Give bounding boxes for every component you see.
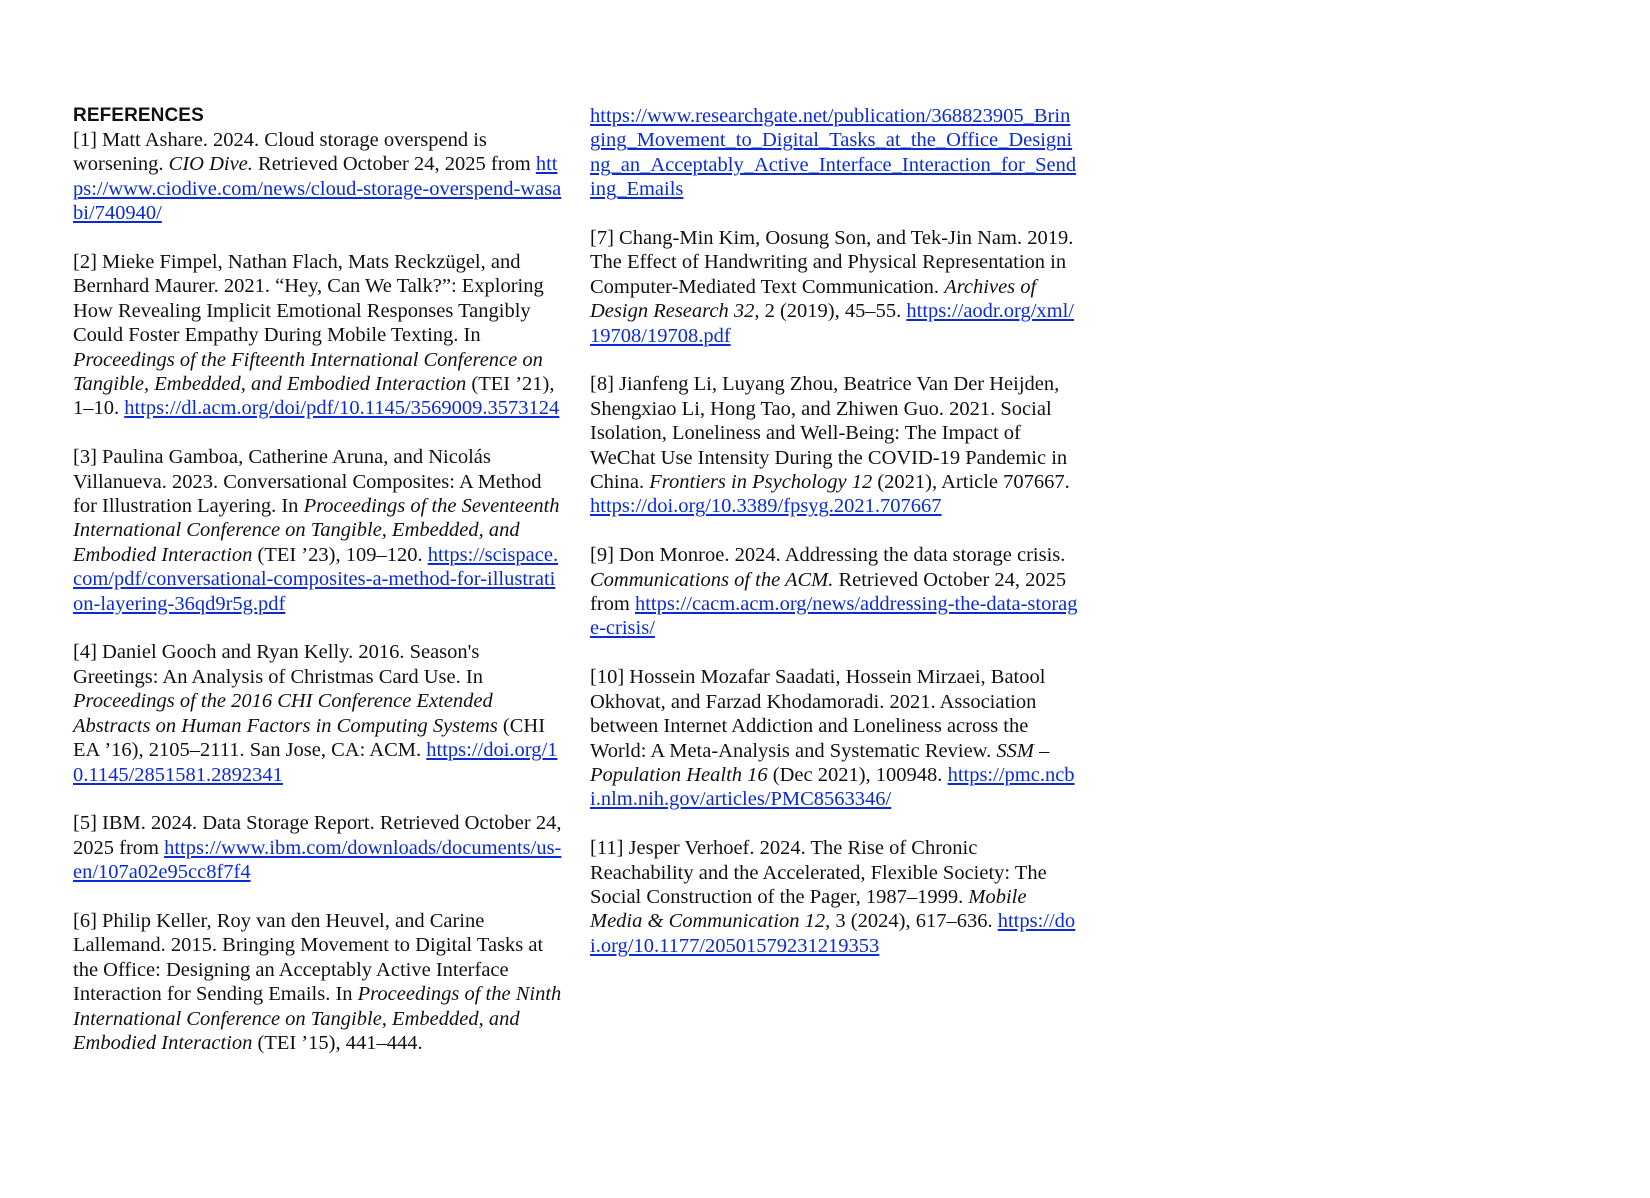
references-heading: REFERENCES — [73, 105, 204, 126]
reference-7-link[interactable]: https://aodr.org/xml/19708/19708.pdf — [590, 300, 1074, 347]
reference-10-link[interactable]: https://pmc.ncbi.nlm.nih.gov/articles/PMC8563346/ — [590, 763, 1075, 811]
reference-6-text: [6] Philip Keller, Roy van den Heuvel, and Carine Lallemand. 2015. Bringing Movement to Digital Tasks at the Office: Designing an Acceptably Active Interface Interaction for Sending Emails. In — [73, 909, 544, 1006]
reference-6-pages: (TEI ’15), 441–444. — [252, 1031, 423, 1054]
reference-7-pages: , 2 (2019), 45–55. — [754, 300, 907, 323]
reference-7-venue: Archives of Design Research 32 — [590, 275, 1037, 323]
reference-1-retrieved: Retrieved October 24, 2025 from — [252, 153, 536, 176]
reference-9-link[interactable]: https://cacm.acm.org/news/addressing-the-data-storage-crisis/ — [590, 593, 1078, 640]
reference-8 — [590, 372, 1080, 518]
reference-4-venue: Proceedings of the 2016 CHI Conference Extended Abstracts on Human Factors in Computing Systems — [73, 690, 498, 737]
reference-2-link[interactable]: https://dl.acm.org/doi/pdf/10.1145/3569009.3573124 — [124, 397, 560, 420]
reference-2-text: [2] Mieke Fimpel, Nathan Flach, Mats Reckzügel, and Bernhard Maurer. 2021. “Hey, Can We Talk?”: Exploring How Revealing Implicit Emotional Responses Tangibly Could Foster Empathy During Mobile Texting. In — [73, 251, 544, 347]
reference-11 — [590, 836, 1080, 958]
reference-6-continued — [590, 104, 1080, 202]
reference-10-venue: SSM – Population Health 16 — [590, 739, 1050, 786]
reference-4-link[interactable]: https://doi.org/10.1145/2851581.2892341 — [73, 739, 558, 786]
reference-3-venue: Proceedings of the Seventeenth International Conference on Tangible, Embedded, and Embodied Interaction — [73, 495, 560, 566]
reference-6 — [73, 909, 563, 1055]
reference-3-text: [3] Paulina Gamboa, Catherine Aruna, and Nicolás Villanueva. 2023. Conversational Composites: A Method for Illustration Layering. In — [73, 446, 542, 518]
reference-8-venue: Frontiers in Psychology 12 — [649, 471, 873, 494]
reference-3-link[interactable]: https://scispace.com/pdf/conversational-composites-a-method-for-illustration-layering-36qd9r5g.pdf — [73, 543, 559, 615]
reference-8-article: (2021), Article 707667. — [872, 471, 1070, 494]
reference-7-text: [7] Chang-Min Kim, Oosung Son, and Tek-Jin Nam. 2019. The Effect of Handwriting and Physical Representation in Computer-Mediated Text Communication. — [590, 227, 1074, 298]
reference-11-text: [11] Jesper Verhoef. 2024. The Rise of Chronic Reachability and the Accelerated, Flexible Society: The Social Construction of the Pager, 1987–1999. — [590, 837, 1047, 908]
reference-9-venue: Communications of the ACM. — [590, 568, 834, 591]
reference-9-retrieved: Retrieved October 24, 2025 from — [590, 568, 1067, 616]
reference-1-link[interactable]: https://www.ciodive.com/news/cloud-storage-overspend-wasabi/740940/ — [73, 153, 562, 225]
reference-9-text: [9] Don Monroe. 2024. Addressing the data storage crisis. — [590, 544, 1066, 567]
reference-9 — [590, 543, 1080, 641]
reference-5-link[interactable]: https://www.ibm.com/downloads/documents/us-en/107a02e95cc8f7f4 — [73, 836, 562, 884]
reference-10 — [590, 665, 1080, 811]
reference-2-venue: Proceedings of the Fifteenth International Conference on Tangible, Embedded, and Embodied Interaction — [73, 348, 543, 396]
reference-6-venue: Proceedings of the Ninth International Conference on Tangible, Embedded, and Embodied Interaction — [73, 983, 562, 1054]
reference-1-text: [1] Matt Ashare. 2024. Cloud storage overspend is worsening. — [73, 129, 487, 176]
reference-7 — [590, 226, 1080, 348]
reference-3-pages: (TEI ’23), 109–120. — [252, 543, 428, 566]
reference-11-venue: Mobile Media & Communication 12 — [590, 885, 1027, 933]
reference-8-text: [8] Jianfeng Li, Luyang Zhou, Beatrice Van Der Heijden, Shengxiao Li, Hong Tao, and Zhiwen Guo. 2021. Social Isolation, Loneliness and Well-Being: The Impact of WeChat Use Intensity During the COVID-19 Pandemic in China. — [590, 373, 1068, 494]
reference-11-link[interactable]: https://doi.org/10.1177/20501579231219353 — [590, 910, 1076, 957]
reference-4 — [73, 640, 563, 786]
reference-5 — [73, 811, 563, 884]
reference-8-link[interactable]: https://doi.org/10.3389/fpsyg.2021.707667 — [590, 495, 942, 518]
reference-4-pages: (CHI EA ’16), 2105–2111. San Jose, CA: ACM. — [73, 714, 546, 762]
reference-1 — [73, 128, 563, 226]
references-column-right — [590, 104, 1080, 983]
reference-1-venue: CIO Dive. — [168, 153, 253, 176]
reference-2 — [73, 250, 563, 421]
reference-4-text: [4] Daniel Gooch and Ryan Kelly. 2016. Season's Greetings: An Analysis of Christmas Card Use. In — [73, 641, 483, 688]
reference-3 — [73, 445, 563, 616]
reference-10-pages: (Dec 2021), 100948. — [767, 763, 948, 786]
reference-6-link[interactable]: https://www.researchgate.net/publication/368823905_Bringing_Movement_to_Digital_Tasks_at_the_Office_Designing_an_Acceptably_Active_Interface_Interaction_for_Sending_Emails — [590, 105, 1077, 201]
reference-2-pages: (TEI ’21), 1–10. — [73, 373, 555, 420]
reference-11-pages: , 3 (2024), 617–636. — [825, 910, 998, 933]
reference-5-text: [5] IBM. 2024. Data Storage Report. Retrieved October 24, 2025 from — [73, 812, 562, 859]
reference-10-text: [10] Hossein Mozafar Saadati, Hossein Mirzaei, Batool Okhovat, and Farzad Khodamoradi. 2021. Association between Internet Addiction and Loneliness across the World: A Meta-Analysis and Systematic Review. — [590, 666, 1046, 762]
references-column-left — [73, 104, 563, 1080]
